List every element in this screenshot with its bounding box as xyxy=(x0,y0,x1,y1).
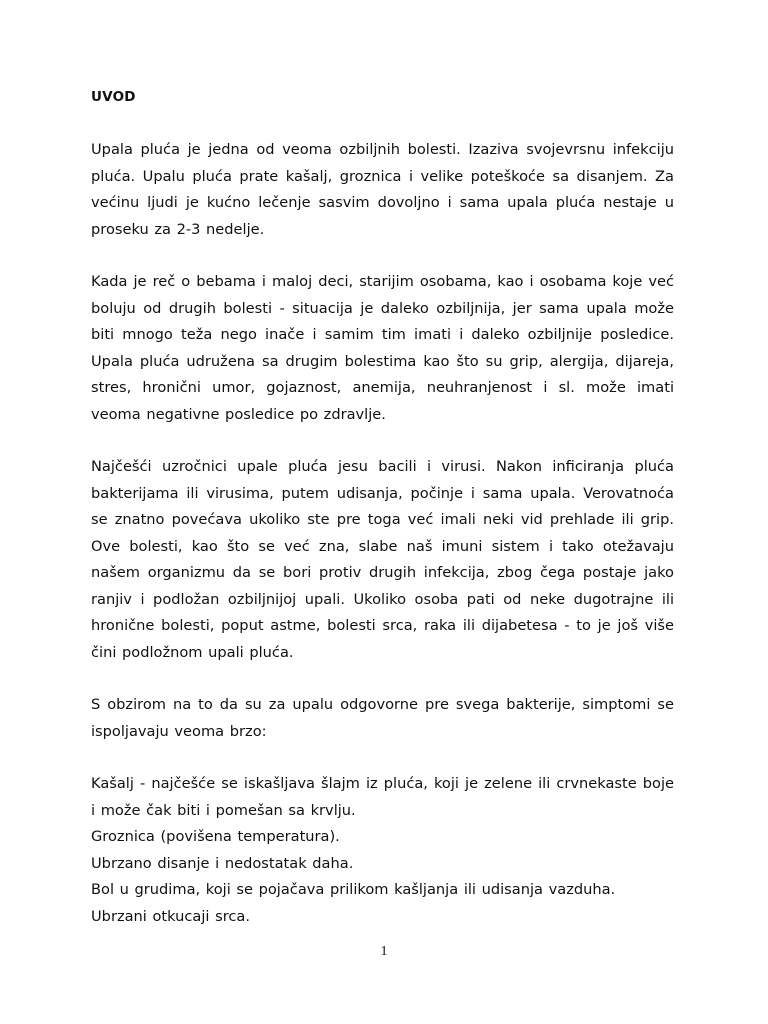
symptom-item: Kašalj - najčešće se iskašljava šlajm iz pluća, koji je zelene ili crvnekaste boje i može čak biti i pomešan sa krvlju. xyxy=(91,775,674,819)
document-page xyxy=(91,84,674,930)
paragraph-intro: Upala pluća je jedna od veoma ozbiljnih bolesti. Izaziva svojevrsnu infekciju pluća. Upalu pluća prate kašalj, groznica i velike poteškoće sa disanjem. Za većinu ljudi je kućno lečenje sasvim dovoljno i sama upala pluća nestaje u proseku za 2-3 nedelje. xyxy=(91,141,674,238)
section-heading: UVOD xyxy=(91,89,136,105)
symptom-item: Bol u grudima, koji se pojačava prilikom kašljanja ili udisanja vazduha. xyxy=(91,881,616,898)
paragraph-symptoms-intro: S obzirom na to da su za upalu odgovorne pre svega bakterije, simptomi se ispoljavaju veoma brzo: xyxy=(91,696,674,740)
paragraph-causes: Najčešći uzročnici upale pluća jesu bacili i virusi. Nakon inficiranja pluća bakterijama ili virusima, putem udisanja, počinje i sama upala. Verovatnoća se znatno povećava ukoliko ste pre toga već imali neki vid prehlade ili grip. Ove bolesti, kao što se već zna, slabe naš imuni sistem i tako otežavaju našem organizmu da se bori protiv drugih infekcija, zbog čega postaje jako ranjiv i podložan ozbiljnijoj upali. Ukoliko osoba pati od neke dugotrajne ili hronične bolesti, poput astme, bolesti srca, raka ili dijabetesa - to je još više čini podložnom upali pluća. xyxy=(91,458,674,661)
symptom-item: Ubrzani otkucaji srca. xyxy=(91,907,250,925)
symptom-list xyxy=(91,771,674,930)
symptom-item: Ubrzano disanje i nedostatak daha. xyxy=(91,854,354,872)
page-number: 1 xyxy=(380,944,388,959)
paragraph-risk-groups: Kada je reč o bebama i maloj deci, starijim osobama, kao i osobama koje već boluju od drugih bolesti - situacija je daleko ozbiljnija, jer sama upala može biti mnogo teža nego inače i samim tim imati i daleko ozbiljnije posledice. Upala pluća udružena sa drugim bolestima kao što su grip, alergija, dijareja, stres, hronični umor, gojaznost, anemija, neuhranjenost i sl. može imati veoma negativne posledice po zdravlje. xyxy=(91,273,674,423)
symptom-item: Groznica (povišena temperatura). xyxy=(91,828,340,845)
